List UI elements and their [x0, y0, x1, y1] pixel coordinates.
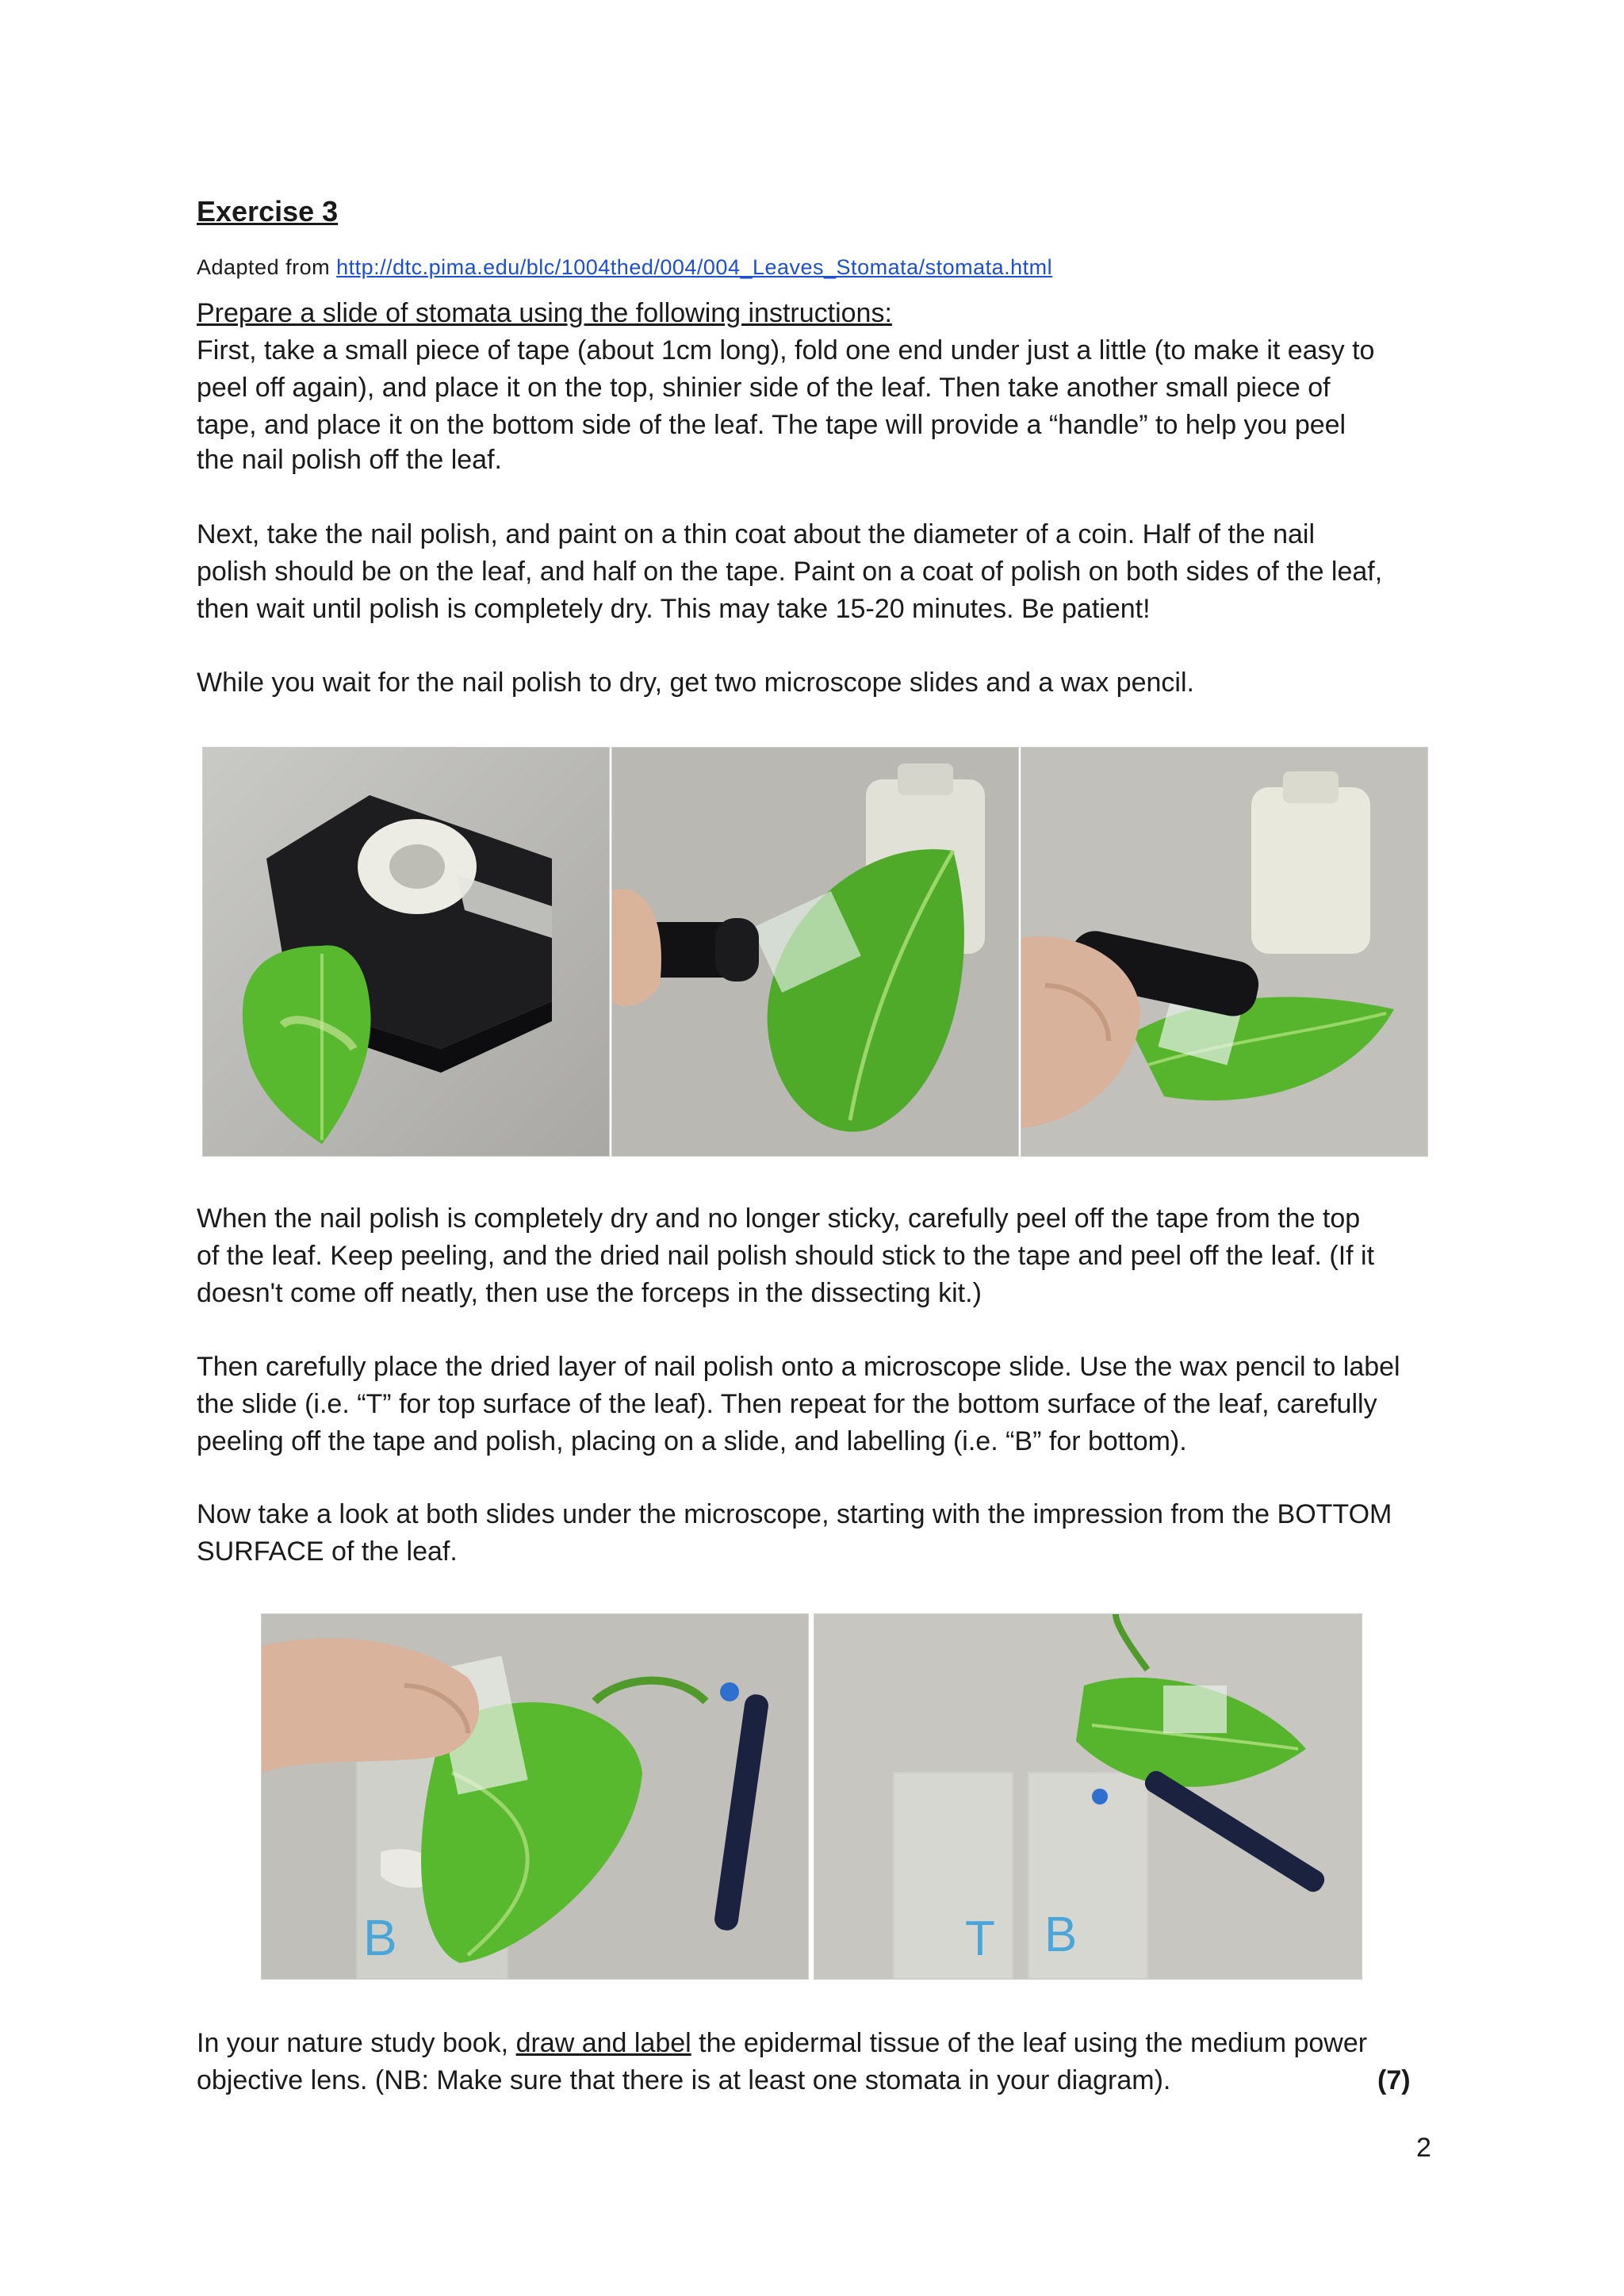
final-line-1-suffix: the epidermal tissue of the leaf using the medium power: [691, 2028, 1368, 2058]
para3-line-1: While you wait for the nail polish to dry, get two microscope slides and a wax pencil.: [197, 668, 1194, 698]
para5-line-1: Then carefully place the dried layer of nail polish onto a microscope slide. Use the wax pencil to label: [197, 1352, 1400, 1382]
draw-and-label: draw and label: [515, 2028, 691, 2058]
photo-painting-underside: [1021, 747, 1428, 1157]
final-line-1: [197, 2025, 1434, 2062]
para2-line-3: then wait until polish is completely dry. This may take 15-20 minutes. Be patient!: [197, 594, 1151, 624]
para4-line-3: doesn't come off neatly, then use the forceps in the dissecting kit.): [197, 1278, 982, 1308]
para5-line-3: peeling off the tape and polish, placing on a slide, and labelling (i.e. “B” for bottom).: [197, 1426, 1187, 1456]
para1-line-3: tape, and place it on the bottom side of the leaf. The tape will provide a “handle” to help you peel: [197, 410, 1346, 440]
para2-line-2: polish should be on the leaf, and half on the tape. Paint on a coat of polish on both sides of the leaf,: [197, 557, 1383, 587]
para1-line-1: First, take a small piece of tape (about 1cm long), fold one end under just a little (to make it easy to: [197, 335, 1375, 365]
para6-line-2: SURFACE of the leaf.: [197, 1536, 458, 1567]
para4-line-1: When the nail polish is completely dry and no longer sticky, carefully peel off the tape from the top: [197, 1203, 1361, 1234]
photo-labelled-slides: [814, 1613, 1362, 1980]
page-number: 2: [1416, 2133, 1431, 2163]
source-prefix: Adapted from: [197, 255, 337, 279]
para5-line-2: the slide (i.e. “T” for top surface of the leaf). Then repeat for the bottom surface of the leaf, carefully: [197, 1389, 1377, 1419]
instructions-heading: Prepare a slide of stomata using the following instructions:: [197, 298, 892, 328]
exercise-title: Exercise 3: [197, 195, 339, 228]
para1-line-4: the nail polish off the leaf.: [197, 445, 502, 475]
para6-line-1: Now take a look at both slides under the microscope, starting with the impression from the BOTTOM: [197, 1499, 1392, 1529]
para1-line-2: peel off again), and place it on the top, shinier side of the leaf. Then take another small piece of: [197, 373, 1331, 403]
photo-painting-leaf: [611, 747, 1019, 1157]
slide-label-b: B: [363, 1909, 397, 1966]
para4-line-2: of the leaf. Keep peeling, and the dried nail polish should stick to the tape and peel off the leaf. (If it: [197, 1241, 1375, 1271]
source-link[interactable]: http://dtc.pima.edu/blc/1004thed/004/004_Leaves_Stomata/stomata.html: [336, 255, 1053, 279]
para2-line-1: Next, take the nail polish, and paint on a thin coat about the diameter of a coin. Half of the nail: [197, 519, 1316, 549]
source-line: [197, 249, 1434, 286]
slide-label-t: T: [965, 1911, 995, 1966]
final-line-1-prefix: In your nature study book,: [197, 2028, 516, 2058]
marks-value: (7): [1377, 2065, 1411, 2095]
photo-tape-dispenser: [202, 747, 610, 1157]
photo-peeling-tape: [261, 1613, 809, 1980]
slide-label-b2: B: [1044, 1908, 1078, 1962]
final-line-2: objective lens. (NB: Make sure that there is at least one stomata in your diagram).: [197, 2065, 1171, 2095]
